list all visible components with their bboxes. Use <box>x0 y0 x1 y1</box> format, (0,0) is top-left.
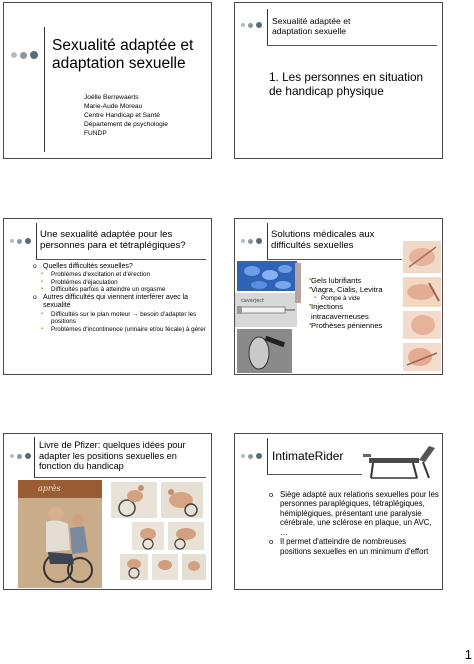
position-photo <box>182 554 206 580</box>
slide-2-header: Sexualité adaptée et adaptation sexuelle <box>272 16 351 36</box>
slide-5 <box>3 433 212 590</box>
slide-dots <box>241 238 262 244</box>
page-number: 1 <box>464 647 472 662</box>
position-photo <box>168 522 204 550</box>
list-item: ▪ Problèmes d'excitation et d'érection <box>33 271 209 279</box>
list-item: ▪ Problèmes d'incontinence (urinaire et/ou fécale) à gérer <box>33 326 209 334</box>
slide-dots <box>241 453 262 459</box>
list-item: o Autres difficultés qui viennent interférer avec la sexualité <box>33 294 209 311</box>
list-item: ▪ Difficultés sur le plan moteur → besoin d'adapter les positions <box>33 311 209 326</box>
slide-3-title: Une sexualité adaptée pour les personnes para et tétraplégiques? <box>40 229 186 252</box>
position-photo <box>120 554 148 580</box>
intimaterider-chair-image <box>363 442 441 482</box>
slide-dots <box>241 22 262 28</box>
slide-2 <box>234 2 443 159</box>
slide-3-list <box>33 263 209 333</box>
position-photo <box>152 554 178 580</box>
syringe-photo <box>235 293 297 327</box>
book-cover <box>18 480 102 588</box>
slide-dots <box>11 51 38 59</box>
list-item: ▪ Gels lubrifiants <box>301 276 403 285</box>
position-photo <box>132 522 164 550</box>
slide-1-title: Sexualité adaptée et adaptation sexuelle <box>52 37 194 72</box>
list-item: ▪ Viagra, Cialis, Levitra <box>301 285 403 294</box>
slide-5-title: Livre de Pfizer: quelques idées pour adapter les positions sexuelles en fonction du handicap <box>39 440 186 472</box>
diagram-image-3 <box>403 311 441 339</box>
slide-4-title: Solutions médicales aux difficultés sexuelles <box>271 229 375 252</box>
slide-6-list <box>269 490 439 556</box>
list-item: ▪ Difficultés parfois à atteindre un orgasme <box>33 286 209 294</box>
book-cover-title: après <box>38 484 61 493</box>
list-item: ▪ Injections intracaverneuses <box>301 302 403 321</box>
list-item: o Quelles difficultés sexuelles? <box>33 263 209 271</box>
svg-text:caverject: caverject <box>241 298 265 304</box>
list-item: ▪ Prothèses péniennes <box>301 321 403 330</box>
position-photo <box>161 482 203 518</box>
slide-1-authors: Joëlle Berrewaerts Marie-Aude Moreau Centre Handicap et Santé Département de psychologie FUNDP <box>84 94 168 137</box>
position-photo <box>111 482 157 518</box>
list-item: o Siège adapté aux relations sexuelles pour les personnes paraplégiques, tétraplégiques, hémiplégiques, présentant une paralysie cérébrale, une sclérose en plaque, un AVC, … <box>269 490 439 537</box>
slide-6 <box>234 433 443 590</box>
slide-dots <box>10 453 31 459</box>
vacuum-pump-photo <box>237 329 292 373</box>
list-item: ▪ Problèmes d'éjaculation <box>33 279 209 287</box>
slide-4 <box>234 218 443 375</box>
diagram-image-1 <box>403 241 441 273</box>
list-item: ▪ Pompe à vide <box>301 295 403 303</box>
diagram-image-2 <box>403 277 441 307</box>
list-item: o Il permet d'atteindre de nombreuses positions sexuelles en un minimum d'effort <box>269 537 439 556</box>
slide-3 <box>3 218 212 375</box>
pills-photo <box>237 261 297 291</box>
diagram-image-4 <box>403 343 441 371</box>
slide-1 <box>3 2 212 159</box>
slide-2-title: 1. Les personnes en situation de handicap physique <box>269 70 424 98</box>
slide-4-list <box>301 276 403 330</box>
slide-dots <box>10 238 31 244</box>
slide-6-title: IntimateRider <box>272 449 344 463</box>
